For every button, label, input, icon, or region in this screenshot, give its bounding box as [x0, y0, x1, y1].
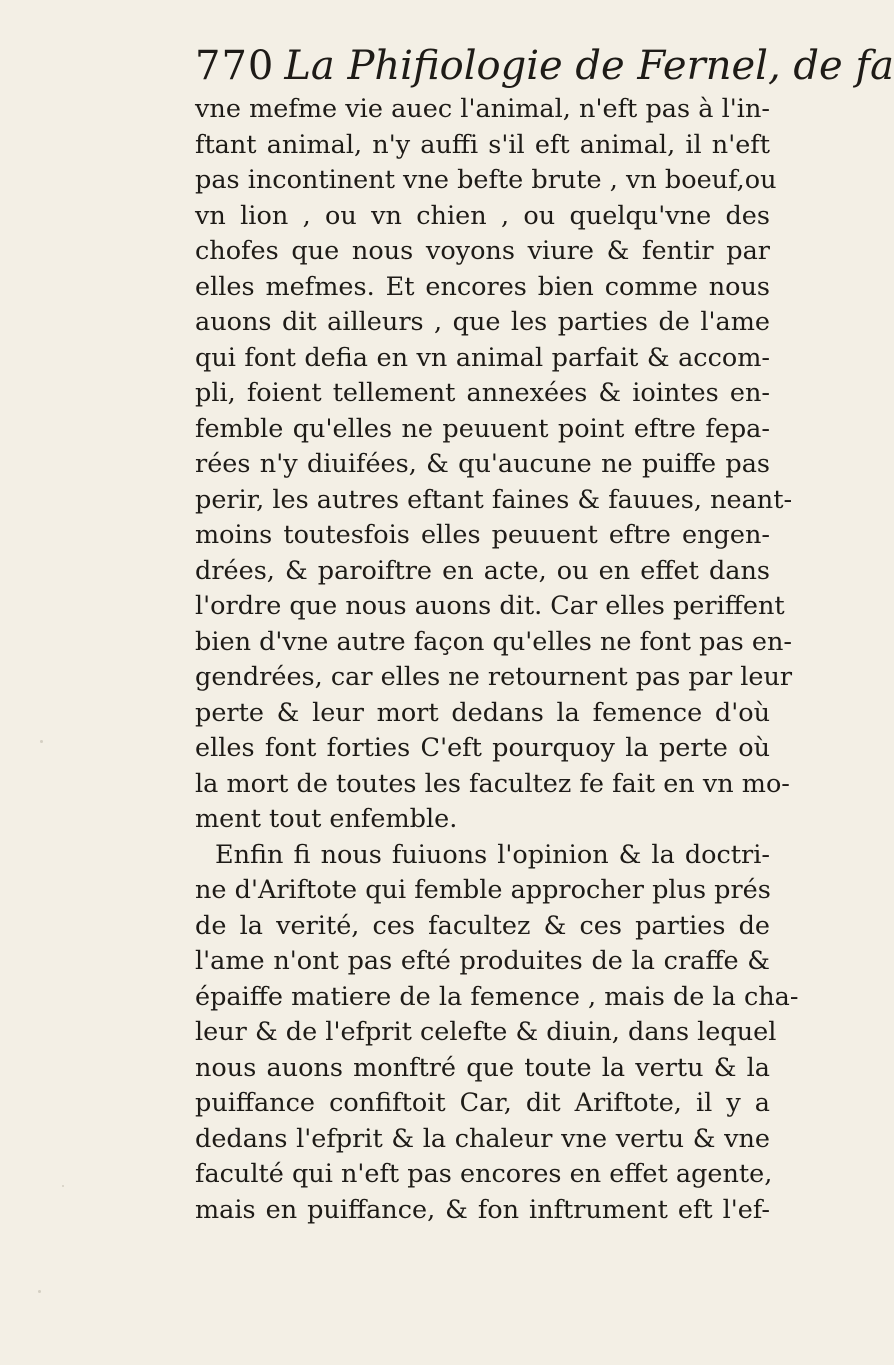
text-line: elles mefmes. Et encores bien comme nous — [195, 271, 770, 302]
text-line: Enfin fi nous fuiuons l'opinion & la doctri- — [215, 839, 770, 870]
running-head: La Phifiologie de Fernel, de fa — [284, 43, 894, 89]
paper-speck — [40, 740, 43, 743]
text-line: drées, & paroiftre en acte, ou en effet dans — [195, 555, 770, 586]
text-line: elles font forties C'eft pourquoy la perte où — [195, 733, 770, 763]
page-number: 770 — [195, 43, 275, 89]
text-line: dedans l'efprit & la chaleur vne vertu & vne — [195, 1123, 770, 1154]
text-line: moins toutesfois elles peuuent eftre engen- — [195, 520, 770, 550]
text-line: vn lion , ou vn chien , ou quelqu'vne des — [195, 200, 770, 231]
text-line: vne mefme vie auec l'animal, n'eft pas à l'in- — [195, 94, 770, 124]
text-line: épaiffe matiere de la femence , mais de la cha- — [195, 981, 799, 1012]
text-line: puiffance confiftoit Car, dit Ariftote, il y a — [195, 1088, 770, 1118]
text-line: chofes que nous voyons viure & fentir par — [195, 236, 770, 266]
text-line: mais en puiffance, & fon inftrument eft l'ef- — [195, 1194, 770, 1225]
text-line: perir, les autres eftant faines & fauues, neant- — [195, 484, 793, 515]
text-line: rées n'y diuifées, & qu'aucune ne puiffe pas — [195, 449, 770, 479]
text-line: de la verité, ces facultez & ces parties de — [195, 910, 770, 941]
paper-speck — [38, 1290, 41, 1293]
text-line: pli, foient tellement annexées & iointes en- — [195, 378, 770, 408]
text-line: pas incontinent vne befte brute , vn boeuf,ou — [195, 165, 777, 195]
text-line: faculté qui n'eft pas encores en effet agente, — [195, 1159, 773, 1189]
text-line: l'ame n'ont pas efté produites de la craffe & — [195, 946, 770, 976]
text-line: perte & leur mort dedans la femence d'où — [195, 697, 770, 728]
text-line: ne d'Ariftote qui femble approcher plus prés — [195, 875, 771, 905]
text-line: ment tout enfemble. — [195, 804, 458, 834]
text-line: bien d'vne autre façon qu'elles ne font pas en- — [195, 626, 792, 657]
text-line: qui font defia en vn animal parfait & accom- — [195, 342, 770, 373]
text-line: nous auons monftré que toute la vertu & la — [195, 1052, 770, 1083]
page-header — [195, 42, 894, 90]
text-line: femble qu'elles ne peuuent point eftre fepa- — [195, 413, 770, 444]
text-line: la mort de toutes les facultez fe fait en vn mo- — [195, 768, 790, 799]
text-line: leur & de l'efprit celefte & diuin, dans lequel — [195, 1017, 777, 1047]
text-line: ftant animal, n'y auffi s'il eft animal, il n'eft — [195, 129, 770, 160]
text-line: auons dit ailleurs , que les parties de l'ame — [195, 307, 770, 337]
paper-speck — [62, 1185, 64, 1187]
body-text — [195, 92, 799, 1228]
text-line: l'ordre que nous auons dit. Car elles periffent — [195, 591, 785, 621]
text-line: gendrées, car elles ne retournent pas par leur — [195, 662, 793, 692]
